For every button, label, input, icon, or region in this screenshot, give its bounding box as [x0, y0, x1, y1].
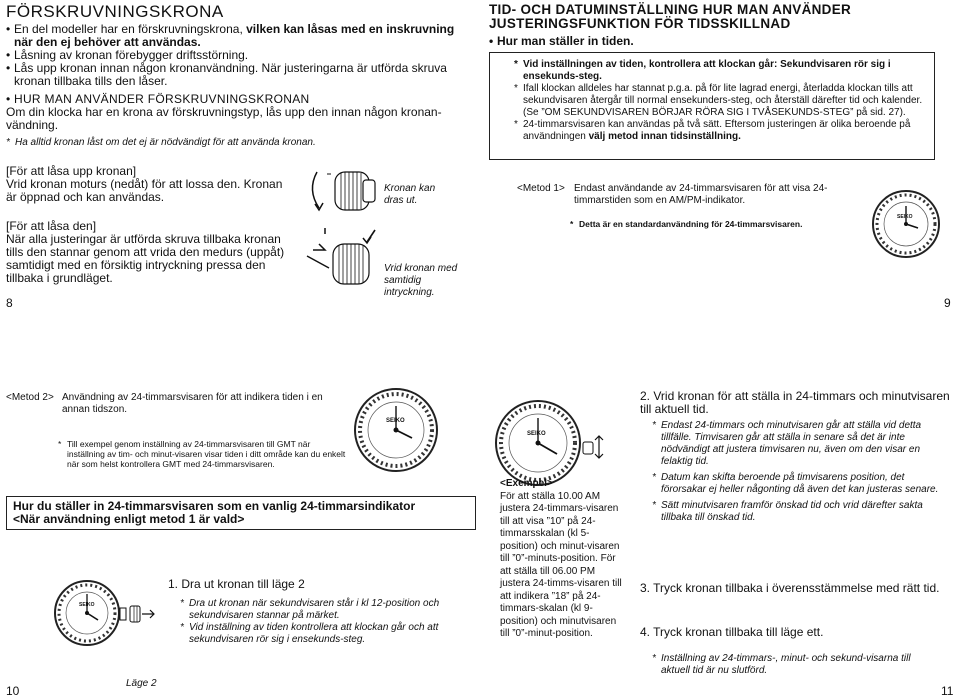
watch-logo: SEIKO [79, 602, 95, 608]
watch-logo: SEIKO [527, 431, 546, 437]
howto-set-time-bullet: • Hur man ställer in tiden. [489, 35, 959, 48]
step1-notes [180, 598, 472, 646]
note-text-bold: välj metod innan tidsinställning. [588, 131, 741, 142]
method1-label: <Metod 1> [517, 183, 565, 194]
step3-note: * Inställning av 24-timmars-, minut- och sekund-visarna till aktuell tid är nu slutförd. [652, 653, 942, 677]
bullet-item: • Lås upp kronan innan någon kronanvändning. När justeringarna är utförda skruva kronan tillbaka tills den låser. [6, 62, 468, 88]
unlock-title: [För att låsa upp kronan] [6, 164, 137, 178]
title-line: TID- OCH DATUMINSTÄLLNING HUR MAN ANVÄNDER [489, 2, 852, 17]
crown-position-label: Läge 2 [126, 678, 157, 689]
method2-label: <Metod 2> [6, 392, 54, 403]
watch-logo: SEIKO [386, 418, 405, 424]
note-item: * Sätt minutvisaren framför önskad tid och vrid därefter sakta tillbaka till önskad tid. [652, 500, 948, 524]
page-number-10: 10 [6, 684, 20, 697]
howto-section [6, 93, 468, 149]
step4: 4. Tryck kronan tillbaka till läge ett. [640, 625, 824, 639]
watch-face-icon [495, 400, 581, 486]
lock-caption: Vrid kronan med samtidig intryckning. [384, 263, 458, 298]
method2-note: * Till exempel genom inställning av 24-timmarsvisaren till GMT när inställning av tim- och minut-visaren visar tiden i ditt område kan du enkelt när som helst kontrollera GMT med 24-timmarsvisaren. [58, 439, 348, 469]
note-item: * Vid inställningen av tiden, kontrollera att klockan går: Sekundvisaren rör sig i ensekunds-steg. [514, 59, 926, 83]
example-text: För att ställa 10.00 AM justera 24-timmars-visaren till att visa ”10” på 24-timmarsskalan (kl 5-position) och minut-visaren till ”0”-minuts-position. För att ställa till 06.00 PM justera 24-timms-visaren till att indikera ”18” på 24-timmars-skalan (kl 9-position) och minutvisaren till ”0”-minut-position. [500, 490, 622, 639]
time-setting-title [489, 3, 949, 31]
page-number-8: 8 [6, 296, 13, 310]
crown-position-icon [120, 600, 160, 630]
crown-lock-illustration [305, 228, 380, 290]
example-title: <Exempel> [500, 478, 553, 489]
page-title-crown: FÖRSKRUVNINGSKRONA [6, 2, 224, 21]
crown-unlock-illustration [305, 160, 380, 220]
step1: 1. Dra ut kronan till läge 2 [168, 577, 305, 591]
page-number-9: 9 [944, 296, 951, 310]
watch-face-icon [54, 580, 120, 646]
method1-note: * Detta är en standardanvändning för 24-timmarsvisaren. [570, 219, 850, 229]
step2: 2. Vrid kronan för att ställa in 24-timmars och minutvisaren till aktuell tid. [640, 389, 950, 416]
method1-text: Endast användande av 24-timmarsvisaren för att visa 24-timmarstiden som en AM/PM-indikator. [574, 183, 828, 206]
howto-title: • HUR MAN ANVÄNDER FÖRSKRUVNINGSKRONAN [6, 93, 468, 106]
bullet-item: • En del modeller har en förskruvningskrona, vilken kan låsas med en inskruvning när den ej behöver att användas. [6, 23, 468, 49]
heading-line: Hur du ställer in 24-timmarsvisaren som en vanlig 24-timmarsindikator [13, 499, 416, 513]
step2-notes [652, 420, 948, 524]
lock-section [6, 220, 296, 285]
note-item: * Endast 24-timmars och minutvisaren går att ställa vid detta tillfälle. Timvisaren går att ställa in senare så det är inte nödvändigt att justera timvisaren nu, även om den visar en felaktig tid. [652, 420, 948, 468]
method2-text: Användning av 24-timmarsvisaren för att indikera tiden i en annan tidszon. [62, 392, 323, 415]
watch-face-icon [872, 190, 940, 258]
note-item [514, 119, 926, 143]
step3: 3. Tryck kronan tillbaka i överensstämmelse med rätt tid. [640, 581, 940, 595]
note-item: * Dra ut kronan när sekundvisaren står i kl 12-position och sekundvisaren stannar på märket. [180, 598, 472, 622]
unlock-caption: Kronan kan dras ut. [384, 183, 436, 206]
crown-turn-icon [583, 432, 613, 462]
note-item: * Datum kan skifta beroende på timvisarens position, det förorsakar ej heller någonting då även det kan justeras senare. [652, 472, 948, 496]
bullet-item: • Låsning av kronan förebygger driftsstörning. [6, 49, 468, 62]
howto-text: Om din klocka har en krona av förskruvningstyp, lås upp den innan någon kronan-vändning. [6, 105, 442, 132]
howto-note: * Ha alltid kronan låst om det ej är nödvändigt för att använda kronan. [6, 137, 468, 149]
lock-title: [För att låsa den] [6, 219, 97, 233]
instruction-box [489, 52, 935, 160]
watch-face-icon [354, 388, 438, 472]
note-item: * Ifall klockan alldeles har stannat p.g.a. på för lite lagrad energi, återladda klockan tills att sekundvisaren återgår till normal ensekunders-steg, och återställ därefter tid och kalender. (Se ”OM SEKUNDVISAREN BÖRJAR RÖRA SIG I TVÅSEKUNDS-STEG” på sid. 27). [514, 83, 926, 119]
title-line: JUSTERINGSFUNKTION FÖR TIDSSKILLNAD [489, 16, 791, 31]
heading-box [6, 496, 476, 530]
heading-line: <När användning enligt metod 1 är vald> [13, 512, 245, 526]
note-text: 24-timmarsvisaren kan användas på två sätt. Eftersom justeringen är olika beroende på användningen [523, 119, 911, 142]
note-item: * Vid inställning av tiden kontrollera att klockan går och att sekundvisaren rör sig i ensekunds-steg. [180, 622, 472, 646]
watch-logo: SEIKO [897, 214, 913, 220]
unlock-text: Vrid kronan moturs (nedåt) för att lossa den. Kronan är öppnad och kan användas. [6, 177, 283, 204]
example-section [500, 478, 622, 641]
page-number-11: 11 [941, 684, 954, 697]
crown-bullets [6, 23, 468, 88]
lock-text: När alla justeringar är utförda skruva tillbaka kronan tills den stannar genom att vrida den medurs (uppåt) samtidigt med en försiktig intryckning pressa den tillbaka i grundläget. [6, 232, 285, 285]
unlock-section [6, 165, 296, 204]
